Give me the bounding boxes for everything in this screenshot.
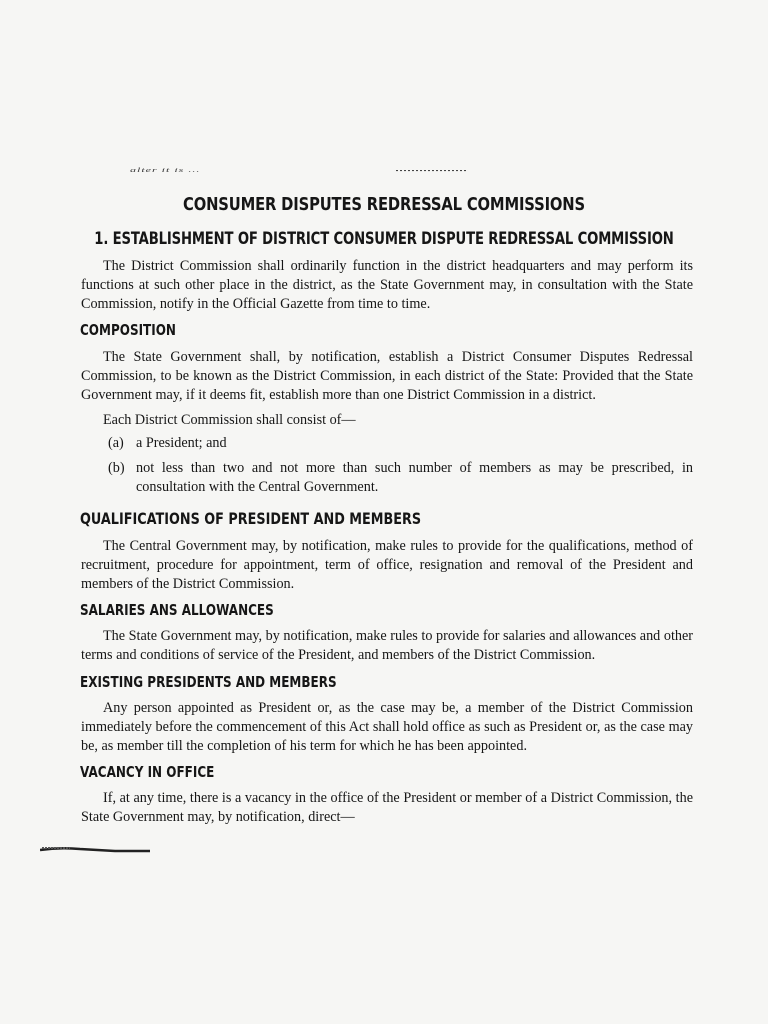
scan-smudge (40, 845, 150, 855)
section-heading-existing: EXISTING PRESIDENTS AND MEMBERS (80, 673, 337, 691)
vacancy-paragraph: If, at any time, there is a vacancy in the office of the President or member of a District Commission, the State Government may, by notification, direct— (81, 790, 693, 825)
section-heading-salaries: SALARIES ANS ALLOWANCES (80, 601, 274, 619)
list-item-a (108, 434, 693, 453)
section-heading-composition: COMPOSITION (80, 321, 176, 339)
salaries-paragraph (81, 627, 693, 665)
intro-paragraph: The District Commission shall ordinarily function in the district headquarters and may perform its functions at such other place in the district, as the State Government may, in consultation with the State Commission, notify in the Official Gazette from time to time. (81, 258, 693, 312)
existing-paragraph: Any person appointed as President or, as the case may be, a member of the District Commission immediately before the commencement of this Act shall hold office as such as President or, as the case may be, as member till the completion of his term for which he has been appointed. (81, 700, 693, 754)
section-heading-qualifications: QUALIFICATIONS OF PRESIDENT AND MEMBERS (80, 509, 422, 528)
list-item-b (108, 459, 693, 497)
salaries-text: The State Government may, by notification, make rules to provide for salaries and allowances and other terms and conditions of service of the President, and members of the District Commission. (81, 628, 693, 663)
chapter-heading: 1. ESTABLISHMENT OF DISTRICT CONSUMER DISPUTE REDRESSAL COMMISSION (94, 229, 674, 248)
list-marker: (a) (108, 435, 124, 451)
list-marker: (b) (108, 460, 125, 476)
section-heading-vacancy: VACANCY IN OFFICE (80, 763, 215, 781)
cropped-previous-line (128, 162, 468, 178)
list-item-text: a President; and (136, 435, 227, 451)
list-item-text: not less than two and not more than such number of members as may be prescribed, in consultation with the Central Government. (136, 460, 693, 495)
document-title: CONSUMER DISPUTES REDRESSAL COMMISSIONS (183, 194, 585, 215)
composition-paragraph: The State Government shall, by notification, establish a District Consumer Disputes Redressal Commission, to be known as the District Commission, in each district of the State: Provided that the State Government may, if it deems fit, establish more than one District Commission in a district. (81, 349, 693, 403)
composition-lead-text: Each District Commission shall consist of— (103, 412, 356, 428)
cropped-text-fragment: alter it is ... (130, 166, 201, 174)
cropped-dots (396, 170, 466, 171)
qualifications-paragraph: The Central Government may, by notification, make rules to provide for the qualifications, method of recruitment, procedure for appointment, term of office, resignation and removal of the President and members of the District Commission. (81, 538, 693, 592)
